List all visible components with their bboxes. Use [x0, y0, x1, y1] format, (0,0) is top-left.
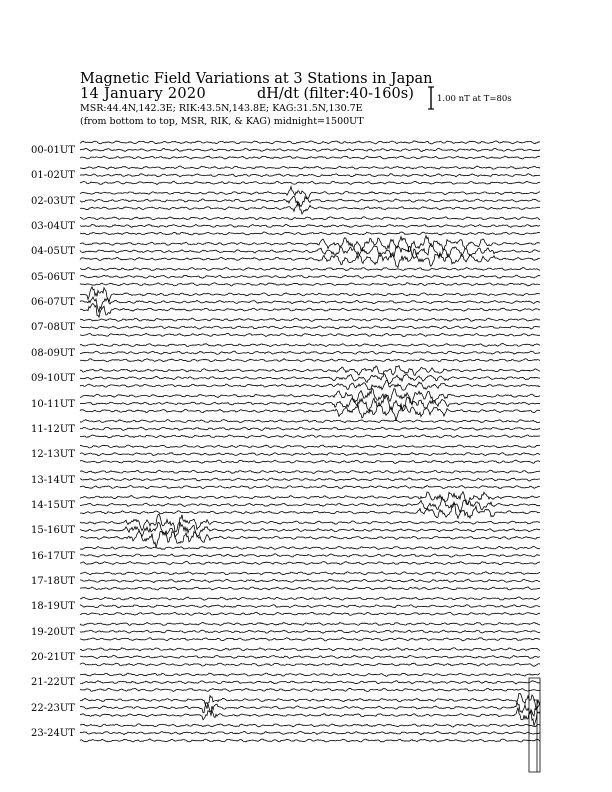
trace-msr-row-0 — [80, 156, 540, 159]
trace-msr-row-21 — [80, 688, 540, 691]
trace-kag-row-12 — [80, 445, 540, 448]
trace-rik-row-11 — [80, 427, 540, 430]
trace-msr-row-2 — [80, 202, 540, 214]
trace-msr-row-9 — [80, 380, 540, 390]
trace-rik-row-17 — [80, 579, 540, 583]
row-label: 11-12UT — [31, 423, 75, 435]
trace-msr-row-4 — [80, 249, 540, 267]
chart-filter: dH/dt (filter:40-160s) — [257, 86, 414, 102]
trace-kag-row-14 — [80, 492, 540, 505]
trace-rik-row-3 — [80, 224, 540, 227]
trace-kag-row-23 — [80, 724, 540, 727]
trace-kag-row-10 — [80, 388, 540, 404]
row-label: 12-13UT — [31, 449, 75, 461]
trace-rik-row-9 — [80, 374, 540, 384]
row-label: 22-23UT — [31, 702, 75, 714]
row-label: 01-02UT — [31, 170, 75, 182]
trace-rik-row-0 — [80, 148, 540, 151]
trace-kag-row-21 — [80, 673, 540, 676]
trace-rik-row-19 — [80, 630, 540, 633]
row-label: 19-20UT — [31, 626, 75, 638]
trace-kag-row-13 — [80, 470, 540, 473]
trace-rik-row-23 — [80, 731, 540, 734]
trace-msr-row-22 — [80, 707, 540, 725]
row-label: 21-22UT — [31, 677, 75, 689]
trace-msr-row-3 — [80, 232, 540, 235]
trace-msr-row-17 — [80, 587, 540, 590]
trace-msr-row-20 — [80, 663, 540, 666]
row-label: 05-06UT — [31, 271, 75, 283]
trace-kag-row-11 — [80, 419, 540, 422]
chart-title: Magnetic Field Variations at 3 Stations in Japan — [80, 71, 433, 87]
row-label: 14-15UT — [31, 499, 75, 511]
trace-rik-row-7 — [80, 326, 540, 329]
trace-kag-row-3 — [80, 217, 540, 220]
trace-msr-row-1 — [80, 181, 540, 184]
row-label: 08-09UT — [31, 347, 75, 359]
station-order-note: (from bottom to top, MSR, RIK, & KAG) midnight=1500UT — [80, 116, 364, 127]
trace-msr-row-5 — [80, 283, 540, 286]
trace-msr-row-12 — [80, 460, 540, 463]
trace-rik-row-12 — [80, 453, 540, 456]
trace-msr-row-19 — [80, 638, 540, 641]
trace-rik-row-13 — [80, 478, 540, 481]
row-label: 23-24UT — [31, 728, 75, 740]
chart-date: 14 January 2020 — [80, 86, 206, 102]
trace-msr-row-18 — [80, 612, 540, 615]
row-label: 02-03UT — [31, 195, 75, 207]
trace-kag-row-15 — [80, 514, 540, 532]
trace-rik-row-8 — [80, 351, 540, 354]
trace-rik-row-5 — [80, 275, 540, 278]
trace-kag-row-8 — [80, 343, 540, 346]
trace-kag-row-0 — [80, 141, 540, 144]
trace-rik-row-18 — [80, 605, 540, 608]
row-label: 07-08UT — [31, 322, 75, 334]
trace-kag-row-4 — [80, 236, 540, 252]
trace-msr-row-11 — [80, 435, 540, 438]
trace-kag-row-1 — [80, 166, 540, 169]
trace-kag-row-2 — [80, 187, 540, 199]
row-label: 20-21UT — [31, 652, 75, 663]
trace-kag-row-6 — [80, 287, 540, 302]
trace-kag-row-19 — [80, 622, 540, 625]
trace-kag-row-20 — [80, 648, 540, 651]
trace-msr-row-7 — [80, 333, 540, 336]
trace-rik-row-21 — [80, 681, 540, 684]
row-label: 17-18UT — [31, 575, 75, 587]
trace-rik-row-10 — [80, 395, 540, 411]
station-coordinates: MSR:44.4N,142.3E; RIK:43.5N,143.8E; KAG:31.5N,130.7E — [80, 103, 363, 114]
trace-kag-row-7 — [80, 318, 540, 321]
row-label: 00-01UT — [31, 145, 75, 156]
trace-msr-row-23 — [80, 739, 540, 742]
trace-kag-row-18 — [80, 597, 540, 600]
trace-rik-row-16 — [80, 554, 540, 557]
scale-label: 1.00 nT at T=80s — [437, 94, 512, 104]
row-label: 18-19UT — [31, 601, 75, 613]
trace-rik-row-4 — [80, 244, 540, 259]
trace-msr-row-6 — [80, 304, 540, 318]
row-label: 16-17UT — [31, 550, 75, 562]
trace-rik-row-1 — [80, 174, 540, 177]
trace-msr-row-16 — [80, 561, 540, 564]
trace-msr-row-13 — [80, 485, 540, 488]
trace-rik-row-6 — [80, 297, 540, 312]
row-label: 03-04UT — [31, 221, 75, 233]
trace-msr-row-10 — [80, 402, 540, 421]
row-label: 06-07UT — [31, 297, 75, 309]
trace-rik-row-15 — [80, 522, 540, 537]
row-label: 04-05UT — [31, 246, 75, 258]
row-label: 13-14UT — [31, 474, 75, 486]
row-label: 10-11UT — [31, 398, 75, 410]
row-label: 15-16UT — [31, 525, 75, 537]
trace-kag-row-5 — [80, 267, 540, 270]
row-label: 09-10UT — [31, 373, 75, 385]
trace-rik-row-20 — [80, 655, 540, 658]
trace-kag-row-17 — [80, 572, 540, 575]
trace-rik-row-22 — [80, 700, 540, 716]
trace-kag-row-9 — [80, 366, 540, 376]
trace-kag-row-16 — [80, 546, 540, 549]
trace-msr-row-8 — [80, 359, 540, 362]
